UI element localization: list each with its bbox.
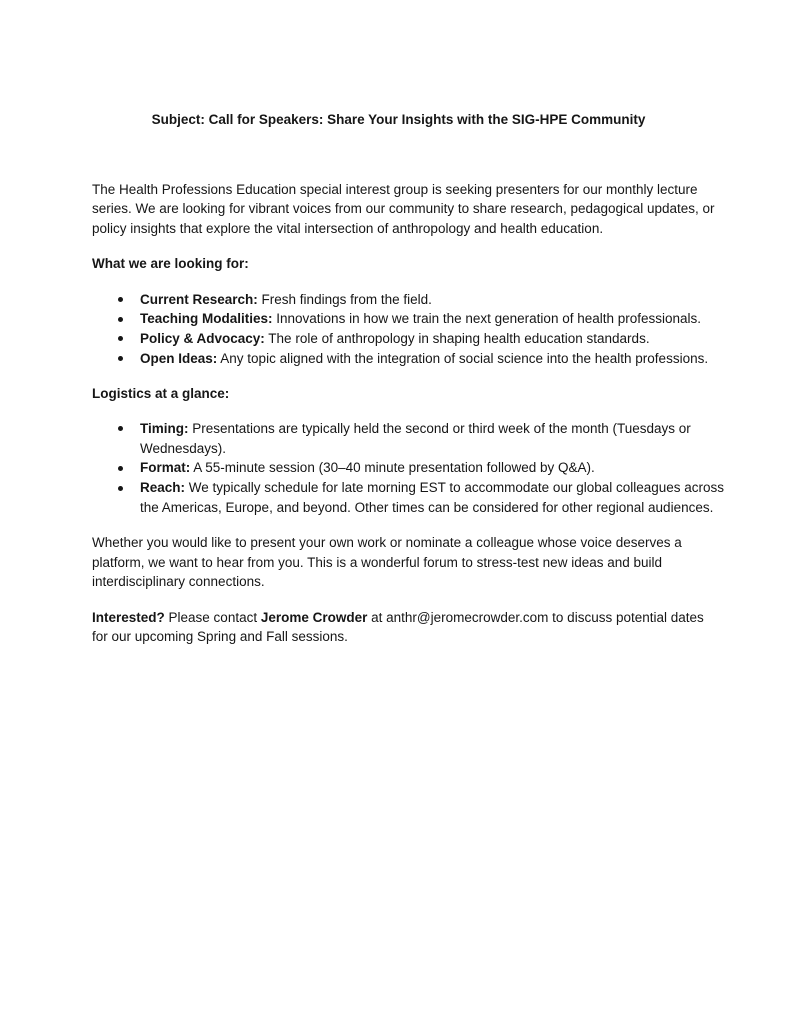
text-run: Wednesdays).	[140, 440, 227, 456]
invitation-paragraph	[92, 533, 705, 592]
text-run: platform, we want to hear from you. This is a wonderful forum to stress-test new ideas and build	[92, 554, 663, 570]
text-line	[92, 608, 705, 628]
list-item	[92, 349, 709, 369]
text-run: Fresh findings from the field.	[257, 291, 432, 307]
list-item	[92, 478, 725, 517]
text-line	[92, 254, 705, 274]
text-run: Any topic aligned with the integration of social science into the health professions.	[217, 350, 709, 366]
document-body	[92, 180, 725, 647]
bold-text-run: Open Ideas:	[140, 350, 218, 366]
bullet-icon	[118, 426, 123, 431]
bold-text-run: Interested?	[92, 609, 165, 625]
text-run: The role of anthropology in shaping health education standards.	[264, 330, 650, 346]
bullet-icon	[118, 297, 123, 302]
text-run: for our upcoming Spring and Fall sessions.	[92, 629, 348, 645]
text-line	[92, 478, 725, 498]
text-line	[92, 439, 705, 459]
text-run: The Health Professions Education special interest group is seeking presenters for our monthly lecture	[92, 181, 698, 197]
text-line	[92, 627, 705, 647]
text-run: A 55-minute session (30–40 minute presentation followed by Q&A).	[190, 460, 595, 476]
text-run: at	[367, 609, 387, 625]
bold-text-run: Timing:	[140, 421, 189, 437]
contact-paragraph	[92, 608, 705, 647]
bold-text-run: Logistics at a glance:	[92, 385, 230, 401]
bold-text-run: Policy & Advocacy:	[140, 330, 265, 346]
text-line	[92, 349, 709, 369]
text-run: policy insights that explore the vital intersection of anthropology and health education.	[92, 221, 604, 237]
bold-text-run: Reach:	[140, 480, 186, 496]
text-run: Presentations are typically held the second or third week of the month (Tuesdays or	[188, 421, 691, 437]
bullet-icon	[118, 466, 123, 471]
list-item	[92, 309, 705, 329]
text-run: to discuss potential dates	[548, 609, 704, 625]
text-line	[92, 219, 705, 239]
contact-email: anthr@jeromecrowder.com	[386, 609, 549, 625]
document-title: Subject: Call for Speakers: Share Your Insights with the SIG-HPE Community	[151, 112, 646, 127]
document-content	[92, 110, 725, 663]
text-line	[92, 329, 705, 349]
bullet-icon	[118, 317, 123, 322]
text-run: We typically schedule for late morning EST to accommodate our global colleagues across	[185, 480, 725, 496]
text-line	[92, 533, 705, 553]
list-item	[92, 329, 705, 349]
text-line	[92, 384, 705, 404]
bold-text-run: Current Research:	[140, 291, 258, 307]
heading-logistics	[92, 384, 705, 404]
text-line	[92, 458, 705, 478]
text-run: series. We are looking for vibrant voices from our community to share research, pedagogical updates, or	[92, 201, 715, 217]
text-line	[92, 309, 705, 329]
text-line	[92, 290, 705, 310]
text-run: interdisciplinary connections.	[92, 574, 265, 590]
text-run: Please contact	[164, 609, 261, 625]
logistics-list	[92, 419, 725, 518]
list-item	[92, 290, 705, 310]
text-run: Innovations in how we train the next generation of health professionals.	[272, 311, 702, 327]
text-line	[92, 180, 705, 200]
bold-text-run: Jerome Crowder	[260, 609, 368, 625]
list-item	[92, 458, 705, 478]
bullet-icon	[118, 486, 123, 491]
text-run: Whether you would like to present your own work or nominate a colleague whose voice deserves a	[92, 535, 682, 551]
text-line	[92, 419, 705, 439]
text-line	[92, 553, 705, 573]
text-line	[92, 498, 714, 518]
text-run: the Americas, Europe, and beyond. Other times can be considered for other regional audiences.	[140, 499, 714, 515]
text-line	[92, 572, 705, 592]
list-item	[92, 419, 705, 458]
intro-paragraph	[92, 180, 715, 239]
bold-text-run: Format:	[140, 460, 191, 476]
looking-for-list	[92, 290, 709, 369]
heading-what-we-are-looking-for	[92, 254, 705, 274]
bold-text-run: Teaching Modalities:	[140, 311, 273, 327]
bullet-icon	[118, 336, 123, 341]
bullet-icon	[118, 356, 123, 361]
text-line	[92, 199, 715, 219]
bold-text-run: What we are looking for:	[92, 256, 249, 272]
